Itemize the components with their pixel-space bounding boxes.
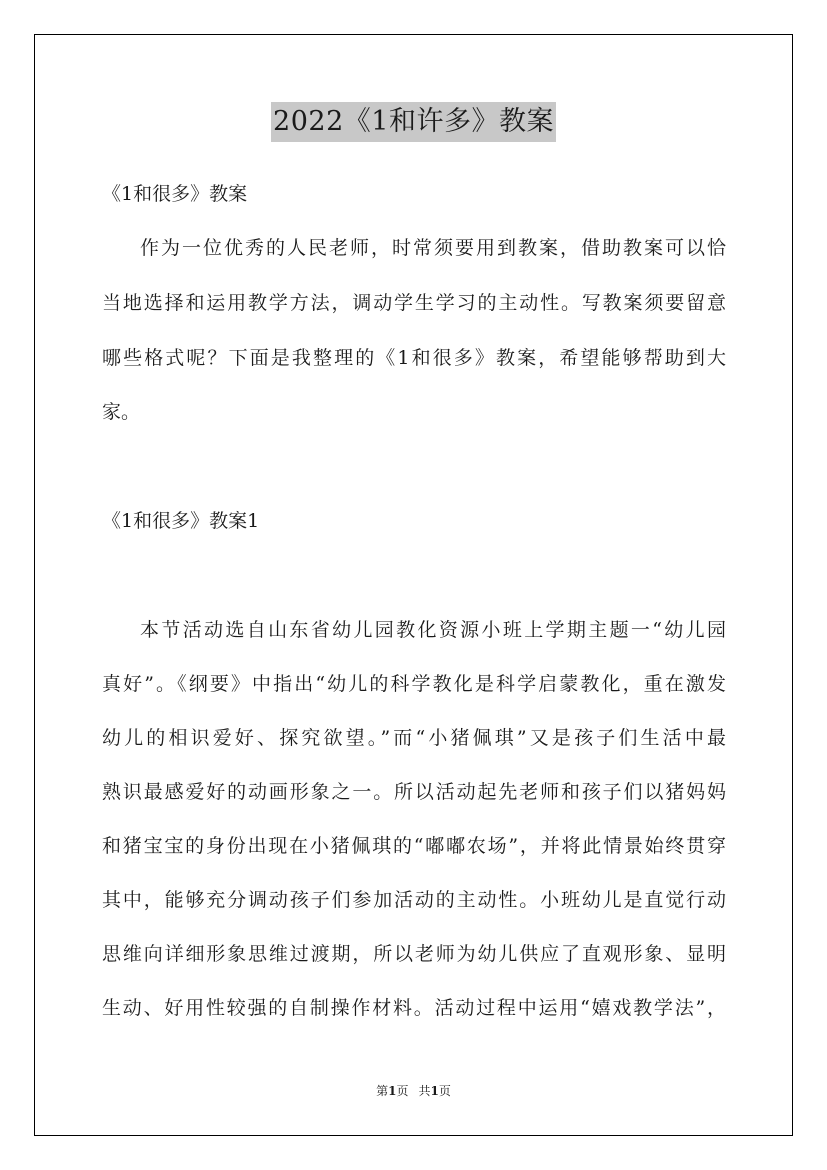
intro-line: 哪些格式呢？下面是我整理的《1和很多》教案，希望能够帮助到大 <box>102 347 726 369</box>
footer-page-total: 1 <box>430 1084 439 1098</box>
section-heading: 《1和很多》教案1 <box>102 510 260 532</box>
body-line: 幼儿的相识爱好、探究欲望。”而“小猪佩琪”又是孩子们生活中最 <box>102 727 726 749</box>
document-title: 2022《1和许多》教案 <box>271 102 556 142</box>
body-line: 和猪宝宝的身份出现在小猪佩琪的“嘟嘟农场”，并将此情景始终贯穿 <box>102 835 726 857</box>
body-line: 真好”。《纲要》中指出“幼儿的科学教化是科学启蒙教化，重在激发 <box>102 673 726 695</box>
page-footer <box>0 1083 827 1099</box>
body-line: 思维向详细形象思维过渡期，所以老师为幼儿供应了直观形象、显明 <box>102 943 726 965</box>
title-container <box>0 102 827 142</box>
body-line: 熟识最感爱好的动画形象之一。所以活动起先老师和孩子们以猪妈妈 <box>102 781 726 803</box>
footer-total-suffix: 页 <box>438 1084 451 1098</box>
footer-page-prefix: 第 <box>376 1084 389 1098</box>
footer-page-current: 1 <box>388 1084 397 1098</box>
body-line: 生动、好用性较强的自制操作材料。活动过程中运用“嬉戏教学法”， <box>102 997 726 1019</box>
intro-line: 家。 <box>102 401 141 423</box>
document-subtitle: 《1和很多》教案 <box>102 183 248 205</box>
intro-line: 作为一位优秀的人民老师，时常须要用到教案，借助教案可以恰 <box>140 237 726 259</box>
footer-page-suffix: 页 <box>396 1084 409 1098</box>
body-line: 其中，能够充分调动孩子们参加活动的主动性。小班幼儿是直觉行动 <box>102 889 726 911</box>
body-line: 本节活动选自山东省幼儿园教化资源小班上学期主题一“幼儿园 <box>140 619 726 641</box>
footer-total-prefix: 共 <box>418 1084 431 1098</box>
intro-line: 当地选择和运用教学方法，调动学生学习的主动性。写教案须要留意 <box>102 292 726 314</box>
